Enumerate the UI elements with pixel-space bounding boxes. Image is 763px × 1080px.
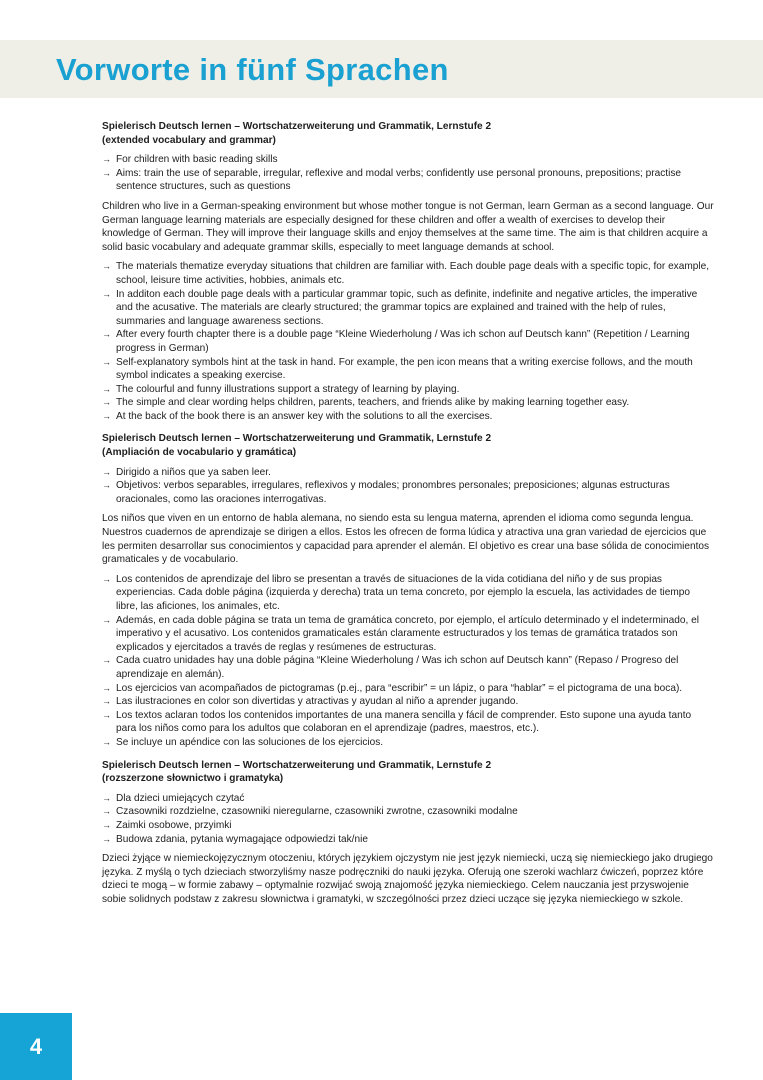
list-item-text: Los contenidos de aprendizaje del libro se presentan a través de situaciones de la vida cotidiana del niño y de sus propias experiencias. Cada doble página (izquierda y derecha) trata un tema concreto, por ejemplo la escuela, las actividades de tiempo libre, las aficiones, los animales, etc.	[116, 573, 690, 612]
arrow-icon: →	[102, 329, 111, 340]
bullet-list	[102, 466, 714, 507]
list-item-text: The materials thematize everyday situations that children are familiar with. Each double page deals with a specific topic, for example, school, leisure time activities, hobbies, animals etc.	[116, 261, 710, 286]
list-item-text: Budowa zdania, pytania wymagające odpowiedzi tak/nie	[116, 833, 368, 845]
list-item-text: Las ilustraciones en color son divertidas y atractivas y ayudan al niño a aprender jugando.	[116, 696, 519, 708]
list-item-text: Objetivos: verbos separables, irregulares, reflexivos y modales; pronombres personales; preposiciones; algunas estructuras oracionales, como las oraciones interrogativas.	[116, 480, 670, 505]
list-item	[102, 805, 714, 819]
arrow-icon: →	[102, 614, 111, 625]
list-item-text: Zaimki osobowe, przyimki	[116, 819, 232, 831]
list-item-text: Dirigido a niños que ya saben leer.	[116, 466, 271, 478]
section-title	[102, 432, 714, 459]
list-item	[102, 356, 714, 383]
list-item	[102, 153, 714, 167]
list-item-text: Czasowniki rozdzielne, czasowniki nieregularne, czasowniki zwrotne, czasowniki modalne	[116, 806, 518, 818]
list-item-text: Los textos aclaran todos los contenidos importantes de una manera sencilla y fácil de comprender. Esto supone una ayuda tanto para los niños como para los adultos que colaboran en el aprendizaje (padres, maestros, etc.).	[116, 709, 692, 735]
arrow-icon: →	[102, 383, 111, 394]
list-item	[102, 573, 714, 614]
list-item-text: For children with basic reading skills	[116, 154, 278, 166]
arrow-icon: →	[102, 682, 111, 693]
list-item-text: Además, en cada doble página se trata un tema de gramática concreto, por ejemplo, el artículo determinado y el indeterminado, el imperativo y el acusativo. Los contenidos gramaticales están claramente estructurados y los temas de gramática tratados son explicados y ejercitados a través de reglas y resúmenes de estructuras.	[116, 614, 699, 653]
section-title-line: (rozszerzone słownictwo i gramatyka)	[102, 773, 284, 785]
arrow-icon: →	[102, 466, 111, 477]
list-item-text: Se incluye un apéndice con las soluciones de los ejercicios.	[116, 736, 384, 748]
section-title-line: (extended vocabulary and grammar)	[102, 134, 276, 146]
arrow-icon: →	[102, 655, 111, 666]
section-title	[102, 759, 714, 786]
top-margin	[0, 0, 763, 40]
section-paragraph: Los niños que viven en un entorno de habla alemana, no siendo esta su lengua materna, aprenden el idioma como segunda lengua. Nuestros cuadernos de aprendizaje se dirigen a ellos. Estos les ofrecen de forma lúdica y atractiva una gran variedad de ejercicios que les permiten desarrollar sus conocimientos y capacidad para aprender el alemán. El objetivo es crear una base sólida de conocimientos gramaticales y de vocabulario.	[102, 513, 710, 566]
list-item	[102, 695, 714, 709]
title-bar	[0, 40, 763, 98]
list-item-text: The simple and clear wording helps children, parents, teachers, and friends alike by making learning together easy.	[116, 397, 630, 409]
list-item-text: Los ejercicios van acompañados de pictogramas (p.ej., para “escribir” = un lápiz, o para “hablar” = el pictograma de una boca).	[116, 682, 683, 694]
list-item-text: The colourful and funny illustrations support a strategy of learning by playing.	[116, 383, 460, 395]
list-item-text: Cada cuatro unidades hay una doble página “Kleine Wiederholung / Was ich schon auf Deutsch kann” (Repaso / Progreso del aprendizaje en alemán).	[116, 655, 679, 680]
list-item	[102, 383, 714, 397]
bullet-list	[102, 153, 714, 194]
arrow-icon: →	[102, 833, 111, 844]
preface-section	[102, 432, 714, 749]
list-item	[102, 682, 714, 696]
section-title-line: Spielerisch Deutsch lernen – Wortschatzerweiterung und Grammatik, Lernstufe 2	[102, 121, 492, 132]
section-paragraph: Dzieci żyjące w niemieckojęzycznym otoczeniu, których językiem ojczystym nie jest język niemiecki, uczą się niemieckiego jako drugiego języka. Z myślą o tych dzieciach stworzyliśmy nasze podręczniki do nauki języka. Oferują one szeroki wachlarz ćwiczeń, poprzez które dzieci te mogą – w formie zabawy – optymalnie rozwijać swoją znajomość języka niemieckiego. Celem nauczania jest przyswojenie sobie solidnych podstaw z zakresu słownictwa i gramatyki, w szczególności przez dzieci uczące się języka niemieckiego w szkole.	[102, 853, 713, 905]
bullet-list	[102, 260, 714, 423]
list-item	[102, 396, 714, 410]
section-title	[102, 120, 714, 147]
list-item	[102, 328, 714, 355]
list-item	[102, 614, 714, 655]
arrow-icon: →	[102, 410, 111, 421]
list-item	[102, 819, 714, 833]
list-item	[102, 792, 714, 806]
arrow-icon: →	[102, 167, 111, 178]
bullet-list	[102, 792, 714, 846]
arrow-icon: →	[102, 573, 111, 584]
arrow-icon: →	[102, 792, 111, 803]
section-paragraph: Children who live in a German-speaking environment but whose mother tongue is not German, learn German as a second language. Our German language learning materials are especially designed for these children and offer a wealth of exercises to develop their knowledge of German. They will improve their language skills and enjoy themselves at the same time. The aim is that children acquire a solid basic vocabulary and adequate grammar skills, especially to meet language demands at school.	[102, 200, 714, 253]
section-title-line: (Ampliación de vocabulario y gramática)	[102, 447, 297, 459]
list-item-text: Self-explanatory symbols hint at the task in hand. For example, the pen icon means that a writing exercise follows, and the mouth symbol indicates a speaking exercise.	[116, 356, 693, 382]
arrow-icon: →	[102, 709, 111, 720]
page-number: 4	[0, 1013, 72, 1080]
list-item-text: In additon each double page deals with a particular grammar topic, such as definite, indefinite and negative articles, the imperative and the acusative. The materials are clearly structured; the grammar topics are explained and trained with the help of rules, summaries and language awareness sections.	[116, 288, 698, 327]
list-item	[102, 466, 714, 480]
list-item	[102, 260, 714, 287]
arrow-icon: →	[102, 480, 111, 491]
arrow-icon: →	[102, 154, 111, 165]
list-item	[102, 410, 714, 424]
arrow-icon: →	[102, 806, 111, 817]
arrow-icon: →	[102, 696, 111, 707]
arrow-icon: →	[102, 736, 111, 747]
list-item	[102, 167, 714, 194]
arrow-icon: →	[102, 356, 111, 367]
list-item	[102, 288, 714, 329]
arrow-icon: →	[102, 288, 111, 299]
bullet-list	[102, 573, 714, 750]
section-title-line: Spielerisch Deutsch lernen – Wortschatzerweiterung und Grammatik, Lernstufe 2	[102, 759, 492, 771]
page-title: Vorworte in fünf Sprachen	[56, 52, 449, 87]
list-item-text: Dla dzieci umiejących czytać	[116, 792, 245, 804]
arrow-icon: →	[102, 397, 111, 408]
document-body	[102, 120, 714, 915]
list-item	[102, 654, 714, 681]
arrow-icon: →	[102, 261, 111, 272]
list-item	[102, 736, 714, 750]
list-item	[102, 833, 714, 847]
list-item	[102, 479, 714, 506]
arrow-icon: →	[102, 819, 111, 830]
list-item-text: Aims: train the use of separable, irregular, reflexive and modal verbs; confidently use personal pronouns, prepositions; practise sentence structures, such as questions	[116, 167, 681, 193]
section-title-line: Spielerisch Deutsch lernen – Wortschatzerweiterung und Grammatik, Lernstufe 2	[102, 433, 492, 445]
list-item	[102, 709, 714, 736]
preface-section	[102, 120, 714, 423]
list-item-text: At the back of the book there is an answer key with the solutions to all the exercises.	[116, 410, 493, 422]
preface-section	[102, 759, 714, 907]
list-item-text: After every fourth chapter there is a double page “Kleine Wiederholung / Was ich schon auf Deutsch kann” (Repetition / Learning progress in German)	[116, 329, 690, 354]
